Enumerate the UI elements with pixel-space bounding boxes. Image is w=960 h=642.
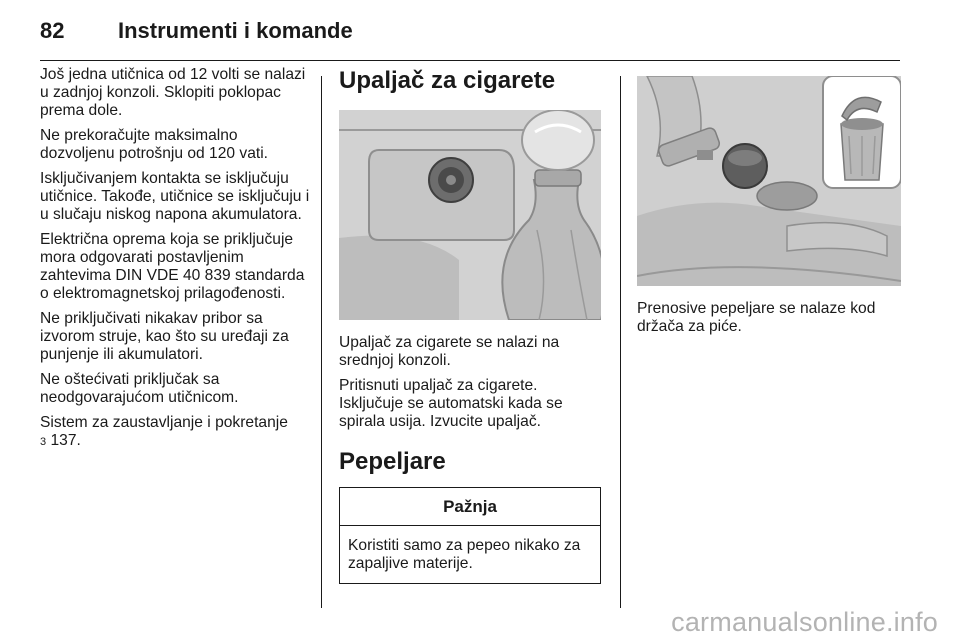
paragraph: Pritisnuti upaljač za cigarete. Isključuje se automatski kada se spirala usija. Izvucite upaljač.: [339, 377, 563, 430]
paragraph: Upaljač za cigarete se nalazi na srednjoj konzoli.: [339, 334, 560, 369]
watermark-text: carmanualsonline.info: [671, 607, 938, 637]
section-title-ashtrays: Pepeljare: [339, 448, 446, 475]
paragraph: Ne prekoračujte maksimalno dozvoljenu potrošnju od 120 vati.: [40, 127, 268, 162]
caution-text: Koristiti samo za pepeo nikako za zapaljive materije.: [348, 537, 581, 572]
column-2: [339, 66, 601, 584]
column-3: [637, 66, 901, 343]
section-title-cigarette-lighter: Upaljač za cigarete: [339, 67, 556, 94]
paragraph: Ne priključivati nikakav pribor sa izvorom struje, kao što su uređaji za punjenje ili akumulatori.: [40, 310, 289, 363]
column-divider-left: [321, 76, 322, 608]
caution-title: Pažnja: [340, 488, 600, 526]
column-divider-right: [620, 76, 621, 608]
paragraph: Još jedna utičnica od 12 volti se nalazi u zadnjoj konzoli. Sklopiti poklopac prema dole.: [40, 66, 306, 119]
paragraph: Električna oprema koja se priključuje mora odgovarati postavljenim zahtevima DIN VDE 40 839 standarda o elektromagnetskoj prilagođenosti.: [40, 231, 305, 302]
caution-box: [339, 487, 601, 584]
paragraph: Prenosive pepeljare se nalaze kod držača za piće.: [637, 300, 876, 335]
paragraph: Isključivanjem kontakta se isključuju utičnice. Takođe, utičnice se isključuju i u slučaju niskog napona akumulatora.: [40, 170, 310, 223]
page-heading: Instrumenti i komande: [118, 18, 353, 43]
reference-arrow-icon: 3: [40, 436, 47, 448]
paragraph-with-reference: [40, 414, 312, 451]
page-reference-link[interactable]: 137.: [50, 432, 81, 449]
ashtray-illustration: [637, 76, 901, 286]
paragraph-text: Sistem za zaustavljanje i pokretanje: [40, 414, 288, 431]
gear-lever-lighter-drawing: [339, 110, 601, 320]
paragraph: Ne oštećivati priključak sa neodgovarajućom utičnicom.: [40, 371, 239, 406]
page-number: 82: [40, 18, 65, 43]
cigarette-lighter-illustration: [339, 110, 601, 320]
header-rule: [40, 60, 900, 61]
column-1: [40, 66, 312, 458]
console-ashtray-drawing: [637, 76, 901, 286]
